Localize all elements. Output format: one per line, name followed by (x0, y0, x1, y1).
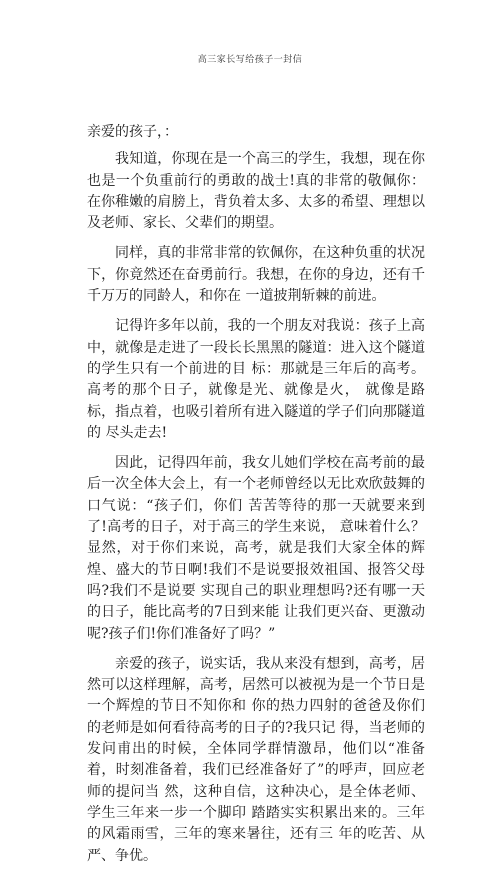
paragraph-1: 我知道，你现在是一个高三的学生，我想，现在你也是一个负重前行的勇敢的战士!真的非常的敬佩你：在你稚嫩的肩膀上，背负着太多、太多的希望、理想以及老师、家长、父辈们的期望。 (87, 151, 425, 232)
page-header-title: 高三家长写给孩子一封信 (197, 55, 303, 65)
paragraph-3: 记得许多年以前，我的一个朋友对我说：孩子上高中，就像是走进了一段长长黑黑的隧道：进入这个隧道的学生只有一个前进的目 标：那就是三年后的高考。高考的那个日子，就像是光、就像是火， 就像是路标，指点着，也吸引着所有进入隧道的学子们向那隧道的 尽头走去! (87, 318, 425, 441)
salutation: 亲爱的孩子，： (87, 124, 178, 140)
paragraph-4: 因此，记得四年前，我女儿她们学校在高考前的最后一次全体大会上，有一个老师曾经以无比欢欣鼓舞的口气说：“孩子们，你们 苦苦等待的那一天就要来到了!高考的日子，对于高三的学生来说， 意味着什么？显然，对于你们来说，高考，就是我们大家全体的辉煌、盛大的节日啊!我们不是说要报效祖国、报答父母吗?我们不是说要 实现自己的职业理想吗?还有哪一天的日子，能比高考的7日到来能 让我们更兴奋、更激动呢?孩子们!你们准备好了吗？” (87, 455, 425, 642)
paragraph-2: 同样，真的非常非常的钦佩你，在这种负重的状况下，你竟然还在奋勇前行。我想，在你的身边，还有千千万万的同龄人，和你在 一道披荆斩棘的前进。 (87, 245, 425, 305)
letter-body (87, 122, 425, 876)
paragraph-5: 亲爱的孩子，说实话，我从来没有想到，高考，居然可以这样理解，高考，居然可以被视为是一个节日是一个辉煌的节日不知你和 你的热力四射的爸爸及你们的老师是如何看待高考的日子的?我只记 得，当老师的发问甫出的时候，全体同学群情激昂，他们以“准备 着，时刻准备着，我们已经准备好了”的呼声，回应老师的提问当 然，这种自信，这种决心，是全体老师、学生三年来一步一个脚印 踏踏实实积累出来的。三年的风霜雨雪，三年的寒来暑往，还有三 年的吃苦、从严、争优。 (87, 655, 425, 864)
